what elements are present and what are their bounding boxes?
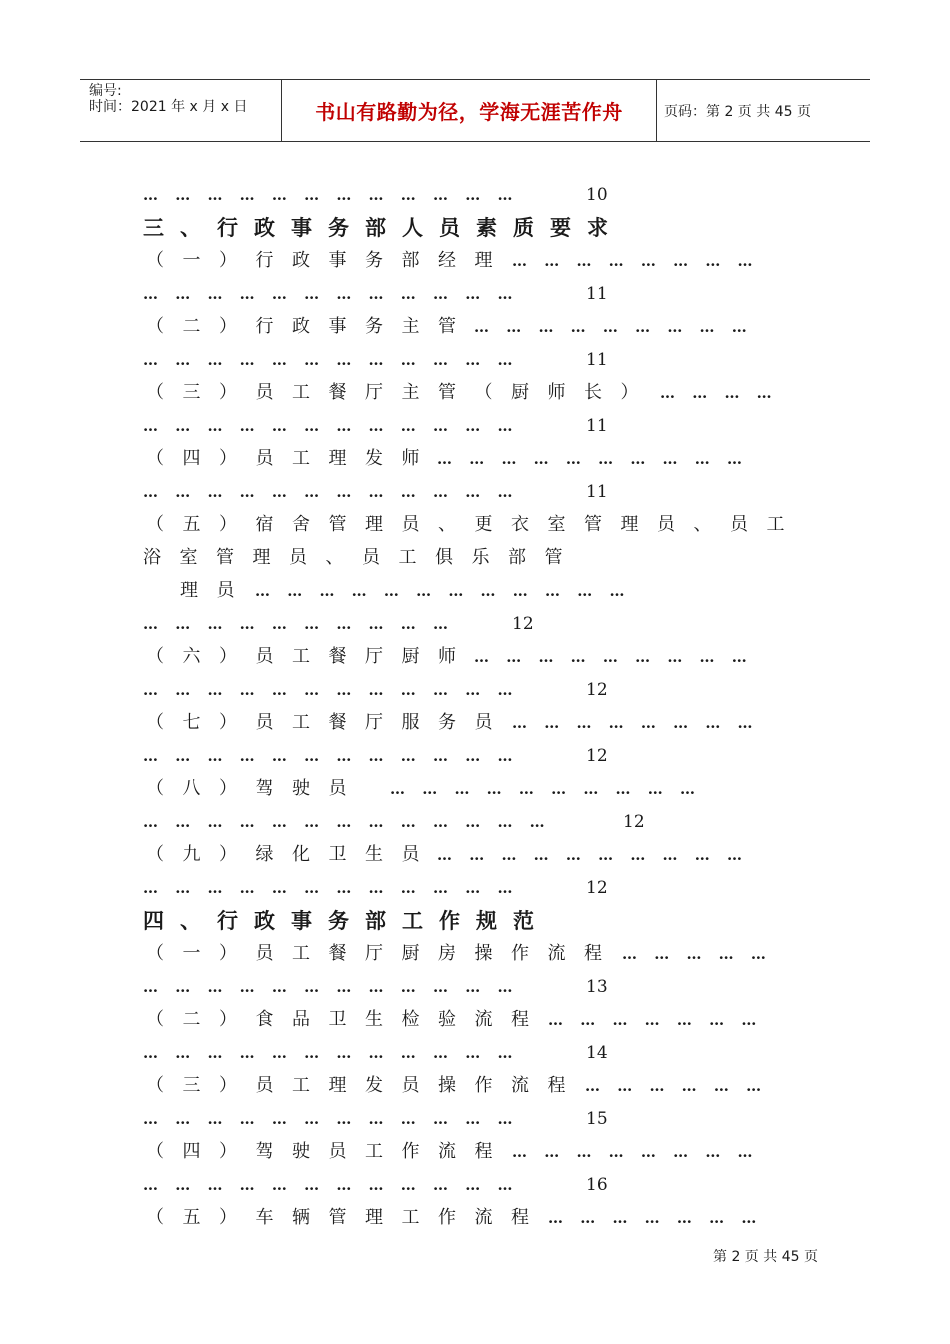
toc-entry[interactable] xyxy=(0,840,950,870)
toc-line xyxy=(0,1170,950,1200)
toc-leader: … … … … … … … … … … … … xyxy=(143,186,519,204)
section-heading-4: 四、行政事务部工作规范 xyxy=(143,909,550,933)
toc-entry[interactable] xyxy=(0,1071,950,1101)
toc-page-number: 11 xyxy=(586,416,608,436)
toc-leader: … … … … … … … … … … … … xyxy=(143,1044,519,1062)
toc-leader: … … … … … … … … xyxy=(512,1143,759,1161)
toc-leader: … … … … … … … … … … … … … xyxy=(143,813,551,831)
toc-entry-title: （八）驾驶员 xyxy=(146,778,365,799)
toc-entry[interactable] xyxy=(0,312,950,342)
toc-leader: … … … … … … … … xyxy=(512,714,759,732)
toc-entry-title: （四）驾驶员工作流程 xyxy=(146,1141,511,1162)
toc-leader: … … … … … … … … … … xyxy=(437,846,748,864)
toc-entry[interactable] xyxy=(0,642,950,672)
document-code-label: 编号: xyxy=(89,83,122,99)
toc-page-number: 15 xyxy=(586,1109,608,1129)
toc-entry-title: （一）员工餐厅厨房操作流程 xyxy=(146,943,621,964)
toc-leader: … … … … … … … … … … … … xyxy=(143,1110,519,1128)
toc-entry[interactable] xyxy=(0,510,950,540)
section-heading-3: 三、行政事务部人员素质要求 xyxy=(143,216,624,240)
toc-line xyxy=(0,576,950,606)
toc-page-number: 12 xyxy=(586,746,608,766)
toc-leader: … … … … xyxy=(660,384,778,402)
toc-leader: … … … … … … … … … … … … xyxy=(143,351,519,369)
toc-line xyxy=(0,543,950,573)
toc-entry-title: （七）员工餐厅服务员 xyxy=(146,712,511,733)
toc-entry[interactable] xyxy=(0,246,950,276)
toc-leader: … … … … … … … … … … … … xyxy=(143,978,519,996)
toc-page-number: 16 xyxy=(586,1175,608,1195)
toc-entry-title: （六）员工餐厅厨师 xyxy=(146,646,475,667)
toc-leader: … … … … … … … … … … … … xyxy=(143,417,519,435)
toc-leader: … … … … … … … … … xyxy=(474,318,753,336)
toc-line xyxy=(0,477,950,507)
toc-page-number: 10 xyxy=(586,185,608,205)
toc-entry-title: （一）行政事务部经理 xyxy=(146,250,511,271)
toc-entry-title: （三）员工餐厅主管（厨师长） xyxy=(146,382,657,403)
toc-leader: … … … … … … … xyxy=(548,1011,763,1029)
toc-entry[interactable] xyxy=(0,774,950,804)
toc-leader: … … … … … … xyxy=(585,1077,768,1095)
toc-line xyxy=(0,675,950,705)
toc-entry-title: （二）行政事务主管 xyxy=(146,316,475,337)
toc-line xyxy=(0,873,950,903)
toc-leader: … … … … … … … … … … xyxy=(143,615,454,633)
toc-line xyxy=(0,279,950,309)
toc-entry[interactable] xyxy=(0,939,950,969)
toc-entry-title: （五）车辆管理工作流程 xyxy=(146,1207,548,1228)
toc-entry[interactable] xyxy=(0,708,950,738)
toc-entry-title: （五）宿舍管理员、更衣室管理员、员工 xyxy=(146,514,803,535)
toc-entry[interactable] xyxy=(0,444,950,474)
toc-entry-title: （九）绿化卫生员 xyxy=(146,844,438,865)
toc-entry-title-cont: 浴室管理员、员工俱乐部管 xyxy=(143,547,581,568)
toc-leader: … … … … … … … … … … xyxy=(390,780,701,798)
header-page-info: 页码：第 2 页 共 45 页 xyxy=(664,103,811,120)
toc-page-number: 11 xyxy=(586,482,608,502)
toc-leader: … … … … … … … … … … xyxy=(437,450,748,468)
toc-page-number: 12 xyxy=(623,812,645,832)
toc-page-number: 11 xyxy=(586,350,608,370)
motto-text: 书山有路勤为径，学海无涯苦作舟 xyxy=(315,100,623,124)
toc-heading xyxy=(0,213,950,243)
toc-leader: … … … … … xyxy=(622,945,772,963)
toc-page-number: 11 xyxy=(586,284,608,304)
toc-entry-title: （三）员工理发员操作流程 xyxy=(146,1075,584,1096)
toc-line xyxy=(0,1038,950,1068)
toc-leader: … … … … … … … … … … … … xyxy=(143,483,519,501)
document-date: 时间：2021 年 x 月 x 日 xyxy=(89,99,248,115)
toc-leader: … … … … … … … … … … … … xyxy=(143,1176,519,1194)
toc-leader: … … … … … … … … … … … … xyxy=(143,285,519,303)
toc-entry[interactable] xyxy=(0,1203,950,1233)
toc-line xyxy=(0,972,950,1002)
toc-entry[interactable] xyxy=(0,378,950,408)
toc-leader: … … … … … … … xyxy=(548,1209,763,1227)
toc-leader: … … … … … … … … … … … … xyxy=(143,879,519,897)
toc-entry-title-cont: 理员 xyxy=(180,580,253,601)
toc-entry[interactable] xyxy=(0,1005,950,1035)
toc-entry-title: （二）食品卫生检验流程 xyxy=(146,1009,548,1030)
toc-leader: … … … … … … … … … … … … xyxy=(143,747,519,765)
page-footer: 第 2 页 共 45 页 xyxy=(713,1249,818,1265)
toc-page-number: 13 xyxy=(586,977,608,997)
toc-line xyxy=(0,1104,950,1134)
toc-leader: … … … … … … … … … … … … xyxy=(255,582,631,600)
toc-heading xyxy=(0,906,950,936)
toc-leader: … … … … … … … … … … … … xyxy=(143,681,519,699)
toc-page-number: 12 xyxy=(586,680,608,700)
toc-line xyxy=(0,345,950,375)
toc-leader: … … … … … … … … xyxy=(512,252,759,270)
toc-line xyxy=(0,609,950,639)
toc-line xyxy=(0,741,950,771)
toc-line xyxy=(0,180,950,210)
toc-page-number: 12 xyxy=(512,614,534,634)
toc-page-number: 12 xyxy=(586,878,608,898)
toc-line xyxy=(0,807,950,837)
toc-entry-title: （四）员工理发师 xyxy=(146,448,438,469)
toc-line xyxy=(0,411,950,441)
toc-page-number: 14 xyxy=(586,1043,608,1063)
toc-entry[interactable] xyxy=(0,1137,950,1167)
toc-leader: … … … … … … … … … xyxy=(474,648,753,666)
